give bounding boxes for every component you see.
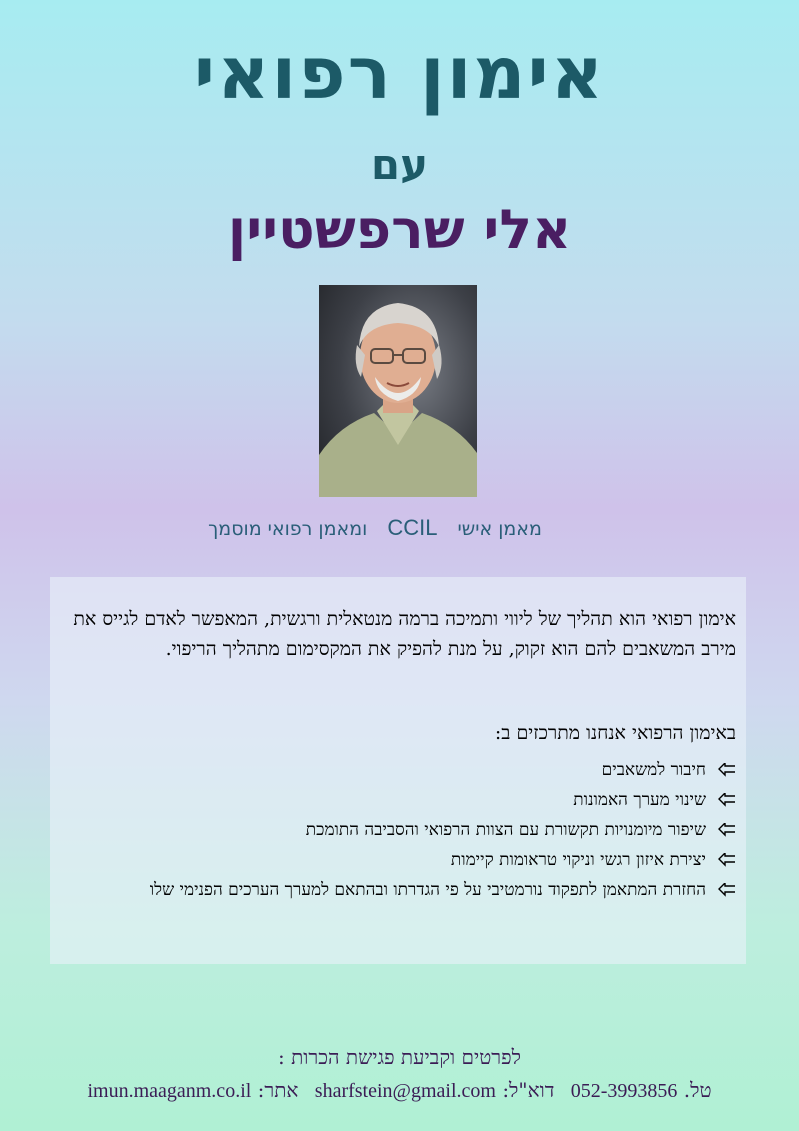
poster-title: אימון רפואי bbox=[193, 31, 606, 115]
arrow-left-icon bbox=[718, 823, 736, 837]
arrow-left-icon bbox=[718, 793, 736, 807]
list-item-text: יצירת איזון רגשי וניקוי טראומות קיימות bbox=[450, 850, 706, 870]
ccil-label: CCIL bbox=[387, 515, 438, 540]
list-item bbox=[76, 875, 736, 905]
with-word: עם bbox=[370, 140, 429, 189]
list-item bbox=[76, 785, 736, 815]
focus-list bbox=[76, 755, 736, 905]
contact-details bbox=[0, 1074, 799, 1107]
phone-number[interactable]: 052-3993856 bbox=[570, 1080, 678, 1102]
contact-heading: לפרטים וקביעת פגישת הכרות : bbox=[278, 1045, 521, 1069]
list-item-text: חיבור למשאבים bbox=[601, 760, 706, 780]
arrow-left-icon bbox=[718, 853, 736, 867]
coach-photo bbox=[319, 285, 477, 497]
medical-coach-label: ומאמן רפואי מוסמך bbox=[208, 518, 368, 540]
email-link[interactable]: sharfstein@gmail.com bbox=[314, 1080, 496, 1102]
site-label: אתר: bbox=[257, 1078, 299, 1102]
list-item bbox=[76, 815, 736, 845]
intro-paragraph: אימון רפואי הוא תהליך של ליווי ותמיכה ברמה מנטאלית ורגשית, המאפשר לאדם לגייס את מירב המשאבים להם הוא זקוק, על מנת להפיק את המקסימום מתהליך הריפוי. bbox=[73, 608, 736, 660]
email-label: דוא"ל: bbox=[502, 1078, 555, 1102]
phone-label: טל. bbox=[683, 1078, 712, 1102]
focus-heading: באימון הרפואי אנחנו מתרכזים ב: bbox=[494, 722, 736, 744]
arrow-left-icon bbox=[718, 883, 736, 897]
coach-name: אלי שרפשטיין bbox=[227, 198, 572, 261]
list-item bbox=[76, 845, 736, 875]
list-item-text: שיפור מיומנויות תקשורת עם הצוות הרפואי והסביבה התומכת bbox=[305, 820, 706, 840]
website-link[interactable]: imun.maaganm.co.il bbox=[87, 1080, 252, 1102]
list-item-text: החזרת המתאמן לתפקוד נורמטיבי על פי הגדרתו ובהתאם למערך הערכים הפנימי שלו bbox=[149, 880, 706, 900]
credentials bbox=[150, 513, 600, 544]
list-item bbox=[76, 755, 736, 785]
personal-coach-label: מאמן אישי bbox=[457, 518, 542, 540]
list-item-text: שינוי מערך האמונות bbox=[573, 790, 706, 810]
arrow-left-icon bbox=[718, 763, 736, 777]
info-box bbox=[50, 577, 746, 964]
